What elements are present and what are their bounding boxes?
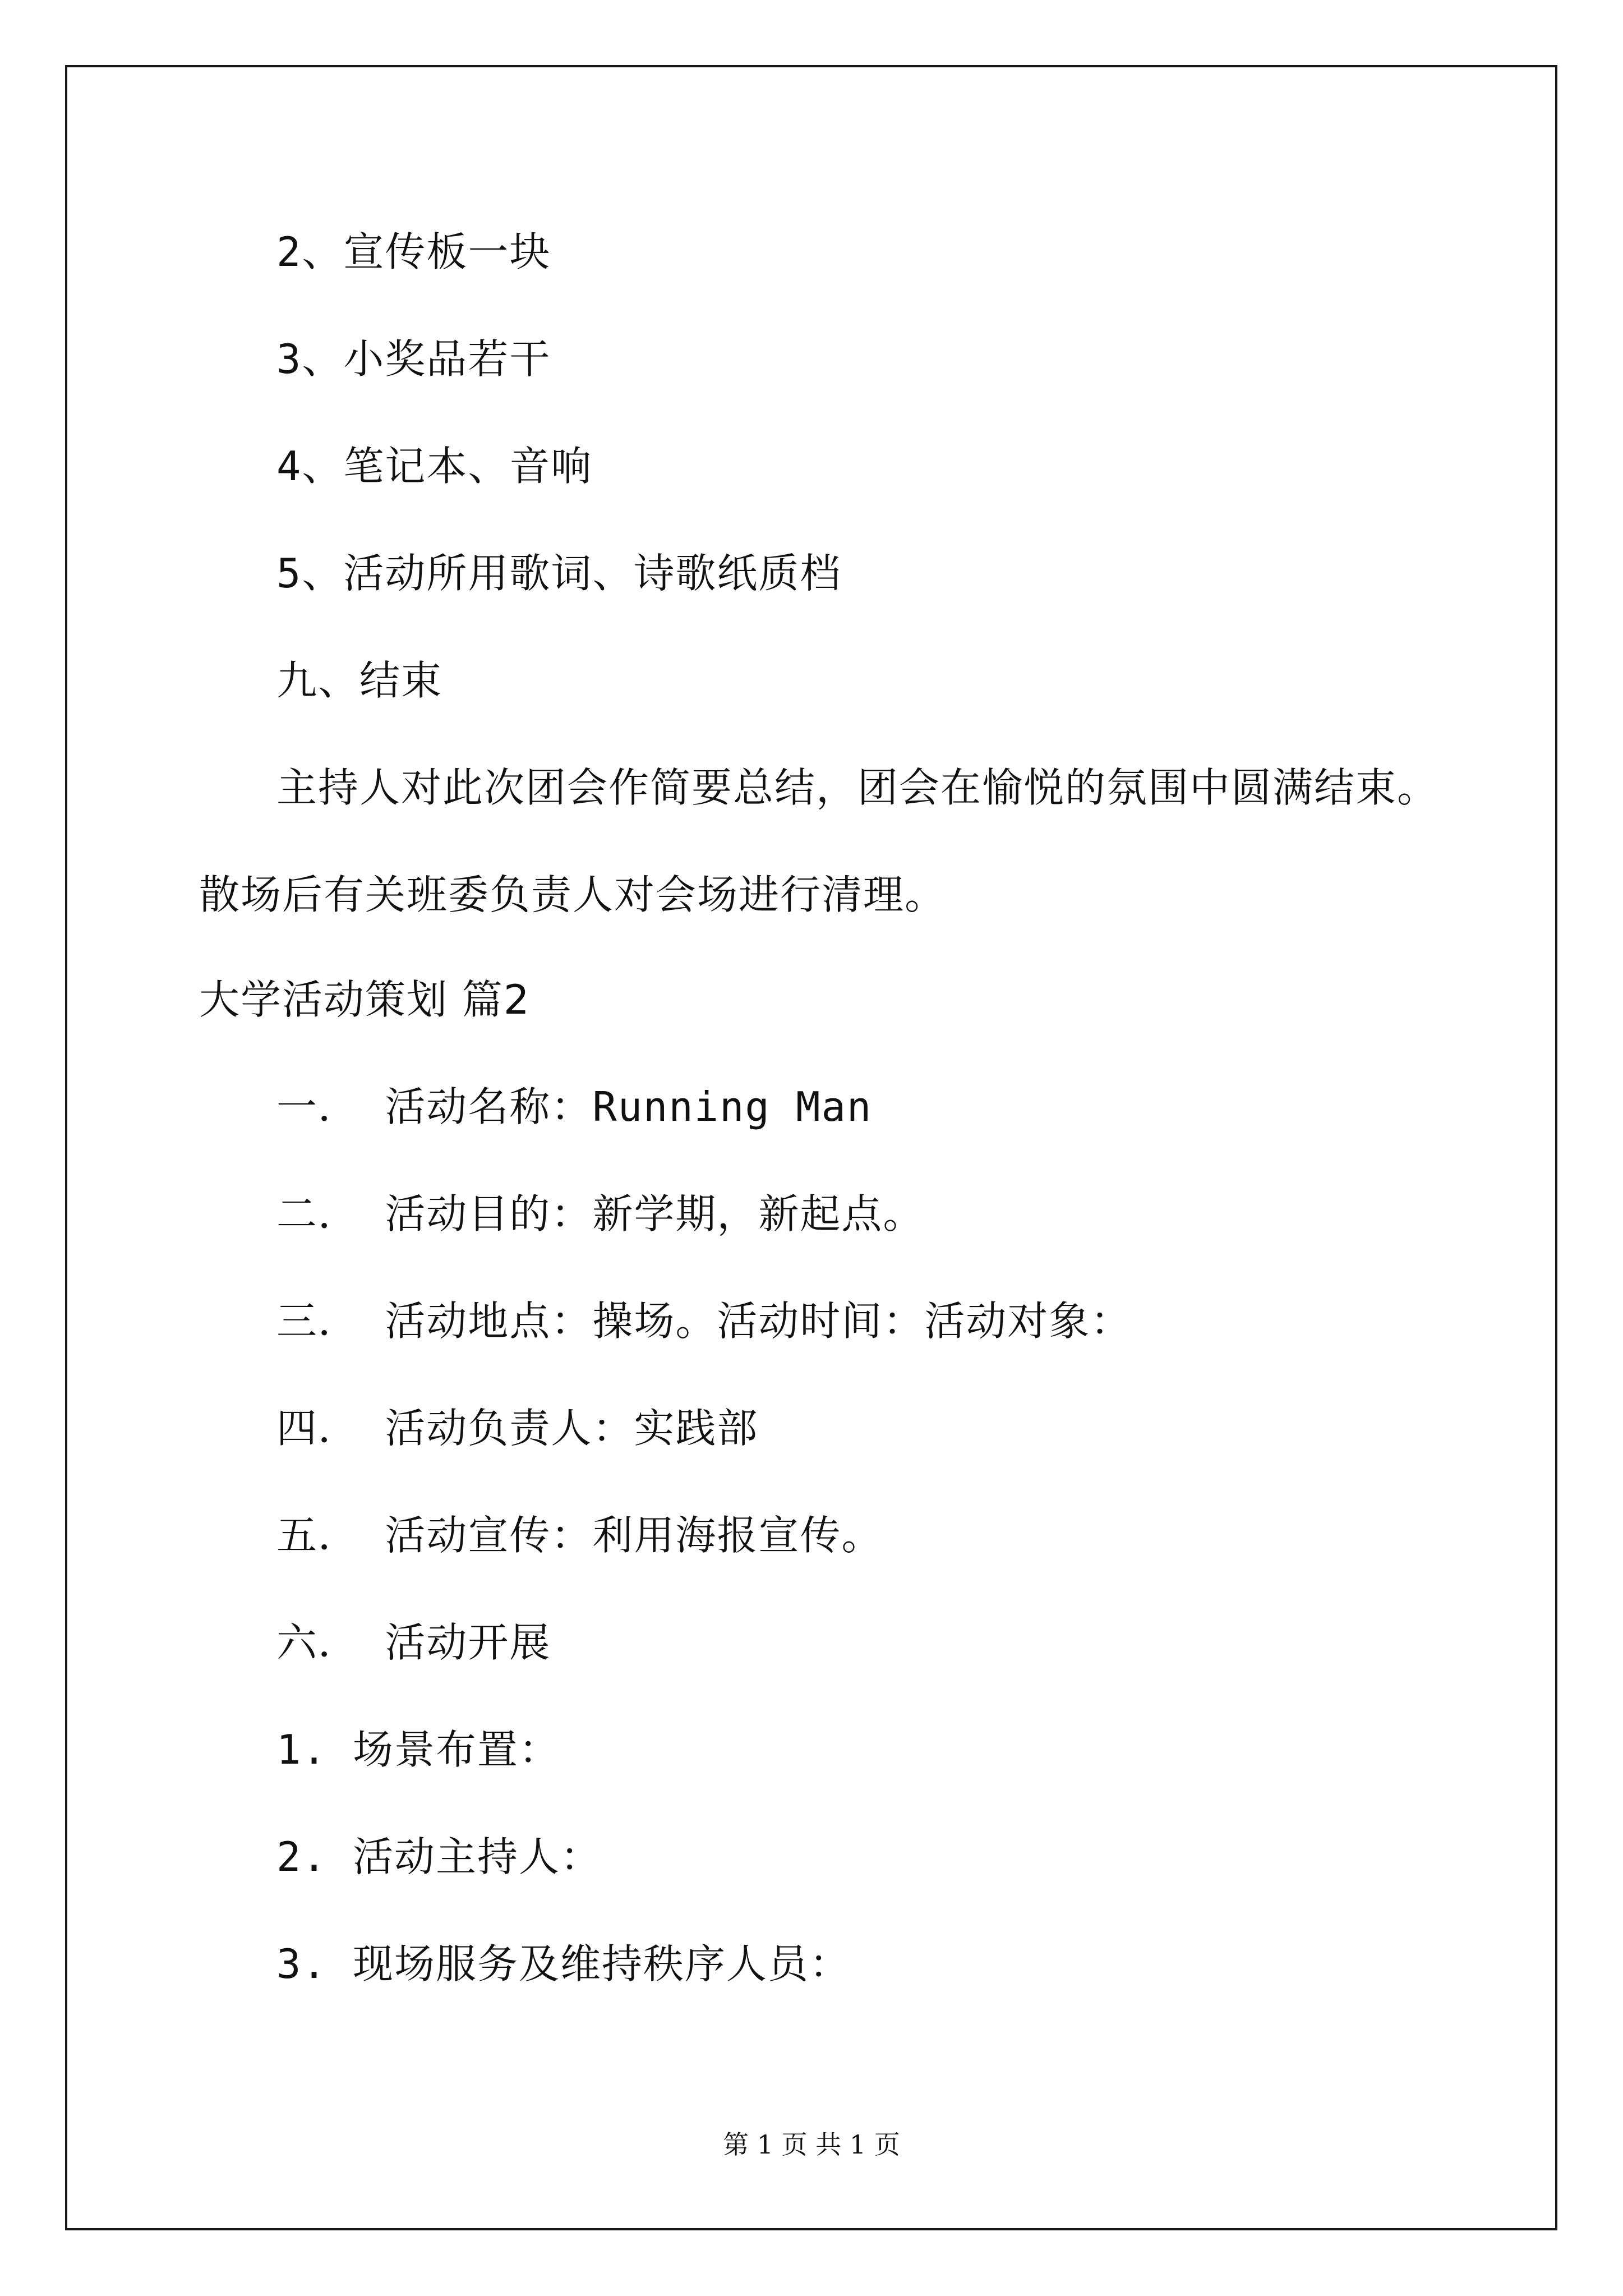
subitem-scene-setup: 1. 场景布置： — [276, 1726, 561, 1773]
list-item-board: 2、宣传板一块 — [276, 228, 551, 275]
list-item-lyrics: 5、活动所用歌词、诗歌纸质档 — [276, 550, 842, 597]
item-activity-location: 三． 活动地点：操场。活动时间：活动对象： — [276, 1297, 1132, 1345]
paragraph-summary-continued: 散场后有关班委负责人对会场进行清理。 — [199, 871, 947, 918]
subitem-onsite-staff: 3. 现场服务及维持秩序人员： — [276, 1940, 851, 1987]
paragraph-summary: 主持人对此次团会作简要总结，团会在愉悦的氛围中圆满结束。 — [276, 764, 1439, 811]
section-heading-end: 九、结束 — [276, 657, 443, 704]
item-activity-owner: 四． 活动负责人：实践部 — [276, 1405, 759, 1452]
item-activity-purpose: 二． 活动目的：新学期，新起点。 — [276, 1190, 925, 1237]
article-title: 大学活动策划 篇2 — [199, 976, 531, 1023]
item-activity-conduct: 六． 活动开展 — [276, 1619, 551, 1666]
item-activity-name: 一． 活动名称：Running Man — [276, 1083, 873, 1130]
list-item-notebook: 4、笔记本、音响 — [276, 443, 593, 490]
page-border — [65, 65, 1557, 2230]
item-activity-promotion: 五． 活动宣传：利用海报宣传。 — [276, 1512, 883, 1559]
subitem-host: 2. 活动主持人： — [276, 1833, 602, 1880]
list-item-prizes: 3、小奖品若干 — [276, 335, 551, 383]
page-number-footer: 第 1 页 共 1 页 — [723, 2129, 900, 2160]
